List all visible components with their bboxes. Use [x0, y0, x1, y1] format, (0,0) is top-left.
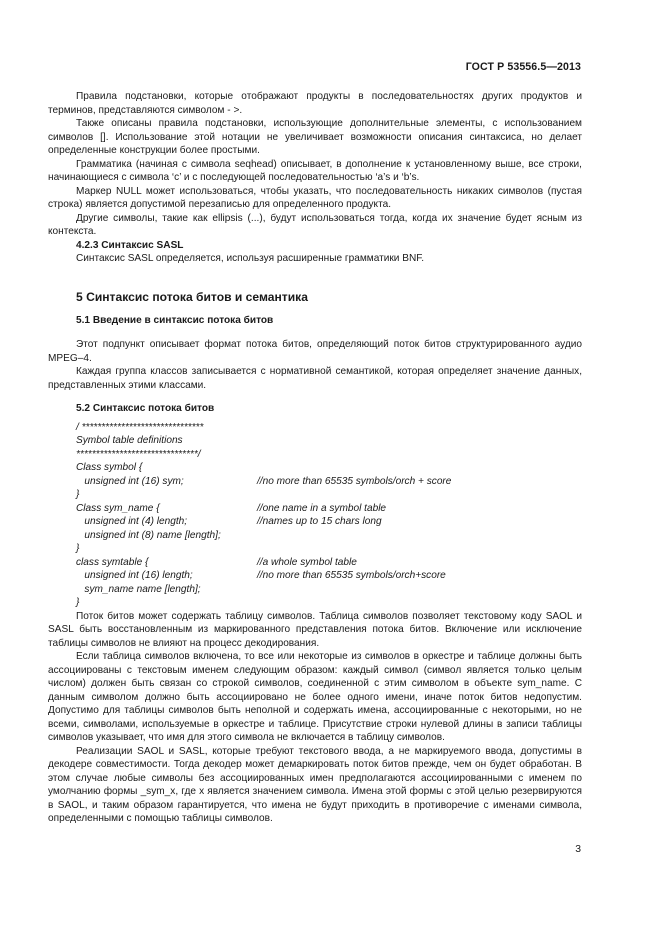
code-comment: //a whole symbol table	[257, 556, 357, 568]
code-line	[76, 583, 582, 597]
code-text: unsigned int (16) length;	[76, 570, 193, 581]
code-comment: //one name in a symbol table	[257, 502, 387, 514]
code-text: }	[76, 489, 80, 500]
code-text: class symtable {	[76, 556, 149, 568]
code-line	[76, 542, 582, 556]
code-line	[76, 461, 582, 475]
paragraph: Реализации SAOL и SASL, которые требуют текстового ввода, а не маркируемого ввода, допустимы в декодере совместимости. Тогда декодер может демаркировать поток битов прежде, чем он будет обработан. В этом случае любые символы без ассоциированных имен предполагаются ассоциированными с именем по умолчанию формы _sym_x, где x является значением символа. Имена этой формы с этой целью резервируются в SAOL, и таким образом гарантируется, что имена не будут приходить в противоречие с именами символа, определенными с помощью таблицы символов.	[48, 745, 582, 824]
code-text: Class sym_name {	[76, 502, 160, 514]
paragraph: Каждая группа классов записывается с нормативной семантикой, которая определяет значение данных, представленных этими классами.	[48, 366, 582, 391]
code-text: *******************************/	[76, 448, 201, 460]
paragraph: Поток битов может содержать таблицу символов. Таблица символов позволяет текстовому коду SAOL и SASL быть восстановленным из маркированного представления потока битов. Включение или исключение таблицы символов не влияют на процесс декодирования.	[48, 610, 582, 649]
code-text: Class symbol {	[76, 462, 143, 473]
code-text: }	[76, 597, 80, 608]
code-line	[76, 421, 582, 435]
paragraph: Маркер NULL может использоваться, чтобы указать, что последовательность никаких символов (пустая строка) является допустимой перезаписью для определенного продукта.	[48, 185, 582, 210]
code-text: Symbol table definitions	[76, 435, 183, 446]
code-text: }	[76, 543, 80, 554]
paragraph: Если таблица символов включена, то все или некоторые из символов в оркестре и таблице должны быть ассоциированы с текстовым именем следующим образом: каждый символ (символ является только целым числом) должен быть связан со строкой символов, соединенной с этим символом в объекте sym_name. С данным символом должно быть ассоциировано не более одного имени, иначе поток битов недопустим. Допустимо для таблицы символов быть неполной и содержать имена, ассоциированные с некоторыми, но не всеми, символами, используемые в оркестре и таблице. Присутствие строки нулевой длины в записи таблицы символов указывает, что имя для этого символа не включается в таблицу символов.	[48, 651, 582, 743]
code-text: unsigned int (16) sym;	[76, 475, 184, 487]
section-heading-5-1: 5.1 Введение в синтаксис потока битов	[76, 314, 274, 326]
code-line	[76, 502, 582, 516]
code-line	[76, 475, 582, 489]
paragraph: Также описаны правила подстановки, использующие дополнительные элементы, с использованием символов []. Использование этой нотации не увеличивает возможности описания синтаксиса, но делает определенные конструкции более простыми.	[48, 118, 582, 156]
code-comment: //names up to 15 chars long	[257, 516, 382, 527]
code-comment: //no more than 65535 symbols/orch+score	[257, 570, 446, 581]
page-number: 3	[575, 844, 581, 855]
code-text: / *******************************	[76, 421, 204, 433]
paragraph: Грамматика (начиная с символа seqhead) описывает, в дополнение к установленному выше, все строки, начинающиеся с символа ‘c’ и с последующей последовательностью ‘a’s и ‘b’s.	[48, 158, 582, 183]
code-line	[76, 448, 582, 462]
paragraph: Этот подпункт описывает формат потока битов, определяющий поток битов структурированного аудио MPEG–4.	[48, 339, 582, 364]
code-line	[76, 434, 582, 448]
code-text: unsigned int (4) length;	[76, 516, 188, 527]
code-comment: //no more than 65535 symbols/orch + score	[257, 475, 452, 487]
code-text: sym_name name [length];	[76, 583, 201, 595]
code-listing	[76, 421, 582, 610]
code-line	[76, 529, 582, 543]
code-text: unsigned int (8) name [length];	[76, 529, 221, 541]
paragraph: Правила подстановки, которые отображают продукты в последовательностях других продуктов и терминов, представляются символом - >.	[48, 91, 582, 116]
section-heading-5-2: 5.2 Синтаксис потока битов	[76, 403, 215, 414]
standard-header: ГОСТ Р 53556.5—2013	[465, 61, 581, 73]
code-line	[76, 569, 582, 583]
code-line	[76, 515, 582, 529]
paragraph: Синтаксис SASL определяется, используя расширенные грамматики BNF.	[76, 253, 425, 264]
section-heading-4-2-3: 4.2.3 Синтаксис SASL	[76, 239, 184, 251]
page-content	[48, 90, 582, 826]
code-line	[76, 556, 582, 570]
code-line	[76, 596, 582, 610]
section-heading-5: 5 Синтаксис потока битов и семантика	[76, 289, 308, 304]
paragraph: Другие символы, такие как ellipsis (...), будут использоваться тогда, когда их значение будет ясным из контекста.	[48, 212, 582, 237]
code-line	[76, 488, 582, 502]
